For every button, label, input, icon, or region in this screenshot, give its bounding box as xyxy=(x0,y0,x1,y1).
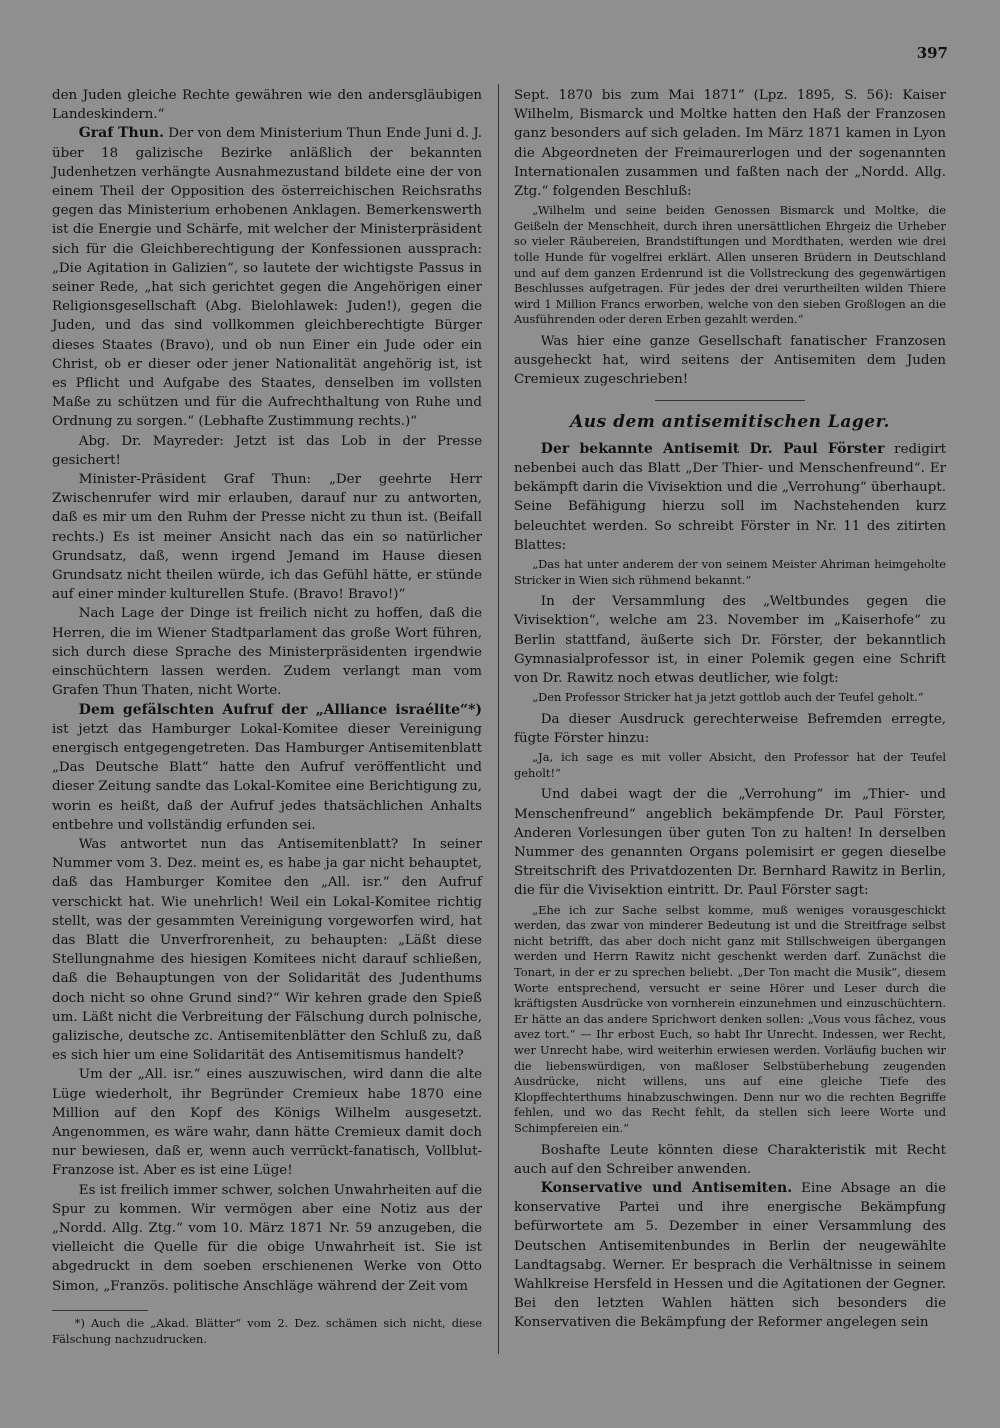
quote: „Das hat unter anderem der von seinem Meister Ahriman heimgeholte Stricker in Wien sich rühmend bekannt.“ xyxy=(514,557,946,587)
paragraph: Da dieser Ausdruck gerechterweise Befremden erregte, fügte Förster hinzu: xyxy=(514,711,946,746)
paragraph: Was antwortet nun das Antisemitenblatt? In seiner Nummer vom 3. Dez. meint es, es habe ja gar nicht behauptet, daß das Hamburger Komitee den „All. isr.“ den Aufruf verschickt hat. Wie unehrlich! Weil ein Lokal-Komitee richtig stellt, was der gesammten Vereinigung vorgeworfen wird, hat das Blatt die Unverfrorenheit, zu behaupten: „Läßt diese Stellungnahme des hiesigen Komitees nicht darauf schließen, daß die Behauptungen von der Solidarität des Judenthums doch nicht so ohne Grund sind?“ Wir kehren grade den Spieß um. Läßt nicht die Verbreitung der Fälschung durch polnische, galizische, deutsche zc. Antisemitenblätter den Schluß zu, daß es sich hier um eine Solidarität des Antisemitismus handelt? xyxy=(52,836,482,1064)
paragraph: Was hier eine ganze Gesellschaft fanatischer Franzosen ausgeheckt hat, wird seitens der Antisemiten dem Juden Cremieux zugeschrieben! xyxy=(514,333,946,388)
paragraph: In der Versammlung des „Weltbundes gegen die Vivisektion“, welche am 23. November im „Kaiserhofe“ zu Berlin stattfand, äußerte sich Dr. Förster, der bekanntlich Gymnasialprofessor ist, in einer Polemik gegen eine Schrift von Dr. Rawitz noch etwas deutlicher, wie folgt: xyxy=(514,594,946,686)
column-divider xyxy=(498,84,499,1354)
paragraph-graf-thun xyxy=(52,124,482,431)
quote: „Wilhelm und seine beiden Genossen Bismarck und Moltke, die Geißeln der Menschheit, durch ihren unersättlichen Ehrgeiz die Urheber so vieler Räubereien, Brandstiftungen und Mordthaten, werden wie drei tolle Hunde für vogelfrei erklärt. Allen unseren Brüdern in Deutschland und auf dem ganzen Erdenrund ist die Vollstreckung des gegenwärtigen Beschlusses aufgetragen. Für jedes der drei verurtheilten wilden Thiere wird 1 Million Francs erworben, welche von den sieben Großlogen an die Ausführenden oder deren Erben gezahlt werden.“ xyxy=(514,203,946,327)
quote: „Den Professor Stricker hat ja jetzt gottlob auch der Teufel geholt.“ xyxy=(532,690,924,705)
footnote: *) Auch die „Akad. Blätter“ vom 2. Dez. schämen sich nicht, diese Fälschung nachzudrucken. xyxy=(52,1315,482,1346)
right-column xyxy=(514,86,946,1333)
page-number: 397 xyxy=(916,44,948,62)
footnote-rule xyxy=(52,1310,148,1311)
paragraph-foerster xyxy=(514,440,946,555)
section-separator xyxy=(655,400,805,401)
paragraph-text: redigirt nebenbei auch das Blatt „Der Thier- und Menschenfreund“. Er bekämpft darin die Vivisektion und die „Verrohung“ überhaupt. Seine Befähigung hierzu soll im Nachstehenden kurz beleuchtet werden. So schreibt Förster in Nr. 11 des zitirten Blattes: xyxy=(514,441,946,553)
paragraph-heading: Graf Thun. xyxy=(78,125,164,142)
paragraph-konservative xyxy=(514,1179,946,1333)
paragraph-text: ist jetzt das Hamburger Lokal-Komitee dieser Vereinigung energisch entgegengetreten. Das Hamburger Antisemitenblatt „Das Deutsche Blatt“ hatte den Aufruf veröffentlicht und dieser Zeitung sandte das Lokal-Komitee eine Berichtigung zu, worin es heißt, daß der Aufruf jedes thatsächlichen Anhalts entbehre und vollständig erfunden sei. xyxy=(52,721,482,833)
paragraph: Sept. 1870 bis zum Mai 1871“ (Lpz. 1895, S. 56): Kaiser Wilhelm, Bismarck und Moltke hatten den Haß der Franzosen ganz besonders auf sich geladen. Im März 1871 kamen in Lyon die Abgeordneten der Freimaurerlogen und der sogenannten Internationalen zusammen und faßten nach der „Nordd. Allg. Ztg.“ folgenden Beschluß: xyxy=(514,88,946,200)
paragraph: Minister-Präsident Graf Thun: „Der geehrte Herr Zwischenrufer wird mir erlauben, darauf nur zu antworten, daß es mir um den Ruhm der Presse nicht zu thun ist. (Beifall rechts.) Es ist meiner Ansicht nach das ein so natürlicher Grundsatz, daß, wenn irgend Jemand im Hause diesen Grundsatz nicht theilen würde, ich das Gefühl hätte, er stünde auf einer minder kulturellen Stufe. (Bravo! Bravo!)“ xyxy=(52,472,482,603)
paragraph: Nach Lage der Dinge ist freilich nicht zu hoffen, daß die Herren, die im Wiener Stadtparlament das große Wort führen, sich durch diese Sprache des Ministerpräsidenten irgendwie einschüchtern lassen werden. Zudem verlangt man vom Grafen Thun Thaten, nicht Worte. xyxy=(52,606,482,699)
quote: „Ehe ich zur Sache selbst komme, muß weniges vorausgeschickt werden, das zwar von minderer Bedeutung ist und die Streitfrage selbst nicht betrifft, das aber doch nicht ganz mit Stillschweigen übergangen werden und Herrn Rawitz nicht geschenkt werden darf. Zunächst die Tonart, in der er zu sprechen beliebt. „Der Ton macht die Musik“, diesem Worte entsprechend, versucht er seine Hörer und Leser durch die kräftigsten Ausdrücke von vornherein einzunehmen und einzuschüchtern. Er hätte an das andere Sprichwort denken sollen: „Vous vous fâchez, vous avez tort.“ — Ihr erbost Euch, so habt Ihr Unrecht. Indessen, wer Recht, wer Unrecht habe, wird weiterhin erwiesen werden. Vorläufig buchen wir die liebenswürdigen, von maßloser Selbstüberhebung zeugenden Ausdrücke, nicht willens, uns auf eine gleiche Tiefe des Klopffechterthums hinabzuschwingen. Denn nur wo die rechten Begriffe fehlen, und wo das Recht fehlt, da stellen sich leere Worte und Schimpfereien ein.“ xyxy=(514,902,946,1135)
paragraph: Es ist freilich immer schwer, solchen Unwahrheiten auf die Spur zu kommen. Wir vermögen aber eine Notiz aus der „Nordd. Allg. Ztg.“ vom 10. März 1871 Nr. 59 anzugeben, die vielleicht die Quelle für die obige Unwahrheit ist. Sie ist abgedruckt in dem soeben erschienenen Werke von Otto Simon, „Französ. politische Anschläge während der Zeit vom xyxy=(52,1182,482,1294)
paragraph-text: Eine Absage an die konservative Partei und ihre energische Bekämpfung befürwortete am 5. Dezember in einer Versammlung des Deutschen Antisemitenbundes in Berlin der neugewählte Landtagsabg. Werner. Er besprach die Verhältnisse in seinem Wahlkreise Hersfeld in Hessen und die Agitationen der Gegner. Bei den letzten Wahlen hätten sich besonders die Konservativen die Bekämpfung der Reformer angelegen sein xyxy=(514,1180,946,1331)
paragraph-heading: Der bekannte Antisemit Dr. Paul Förster xyxy=(540,440,885,457)
paragraph-heading: Konservative und Antisemiten. xyxy=(540,1179,793,1196)
paragraph: Boshafte Leute könnten diese Charakteristik mit Recht auch auf den Schreiber anwenden. xyxy=(514,1142,946,1177)
left-column xyxy=(52,86,482,1347)
quote: „Ja, ich sage es mit voller Absicht, den Professor hat der Teufel geholt!“ xyxy=(514,750,946,780)
paragraph: Abg. Dr. Mayreder: Jetzt ist das Lob in der Presse gesichert! xyxy=(52,433,482,468)
section-title: Aus dem antisemitischen Lager. xyxy=(570,411,890,432)
paragraph: den Juden gleiche Rechte gewähren wie den andersgläubigen Landeskindern.“ xyxy=(52,88,482,123)
paragraph: Und dabei wagt der die „Verrohung“ im „Thier- und Menschenfreund“ angeblich bekämpfende Dr. Paul Förster, Anderen Vorlesungen über guten Ton zu halten! In derselben Nummer des genannten Organs polemisirt er gegen dieselbe Streitschrift des Privatdozenten Dr. Bernhard Rawitz in Berlin, die für die Vivisektion eintritt. Dr. Paul Förster sagt: xyxy=(514,787,946,899)
paragraph-alliance xyxy=(52,701,482,835)
paragraph-text: Der von dem Ministerium Thun Ende Juni d. J. über 18 galizische Bezirke anläßlich der bekannten Judenhetzen verhängte Ausnahmezustand bildete eine der von einem Theil der Opposition des österreichischen Reichsraths gegen das Ministerium erhobenen Anklagen. Bemerkenswerth ist die Energie und Schärfe, mit welcher der Ministerpräsident sich für die Gleichberechtigung der Konfessionen aussprach: „Die Agitation in Galizien“, so lautete der wichtigste Passus in seiner Rede, „hat sich gerichtet gegen die Angehörigen einer Religionsgesellschaft (Abg. Bielohlawek: Juden!), gegen die Juden, und das sind vollkommen gleichberechtigte Bürger dieses Staates (Bravo), und ob nun Einer ein Jude oder ein Christ, ob er dieser oder jener Nationalität angehörig ist, ist es Pflicht und Aufgabe des Staates, denselben im vollsten Maße zu schützen und für die Aufrechthaltung von Ruhe und Ordnung zu sorgen.“ (Lebhafte Zustimmung rechts.)“ xyxy=(52,126,482,430)
paragraph: Um der „All. isr.“ eines auszuwischen, wird dann die alte Lüge wiederholt, ihr Begründer Cremieux habe 1870 eine Million auf den Kopf des Königs Wilhelm ausgesetzt. Angenommen, es wäre wahr, dann hätte Cremieux damit doch nur bewiesen, daß er, wenn auch verrückt-fanatisch, Vollblut-Franzose ist. Aber es ist eine Lüge! xyxy=(52,1067,482,1179)
paragraph-heading: Dem gefälschten Aufruf der „Alliance israélite“*) xyxy=(78,701,482,718)
